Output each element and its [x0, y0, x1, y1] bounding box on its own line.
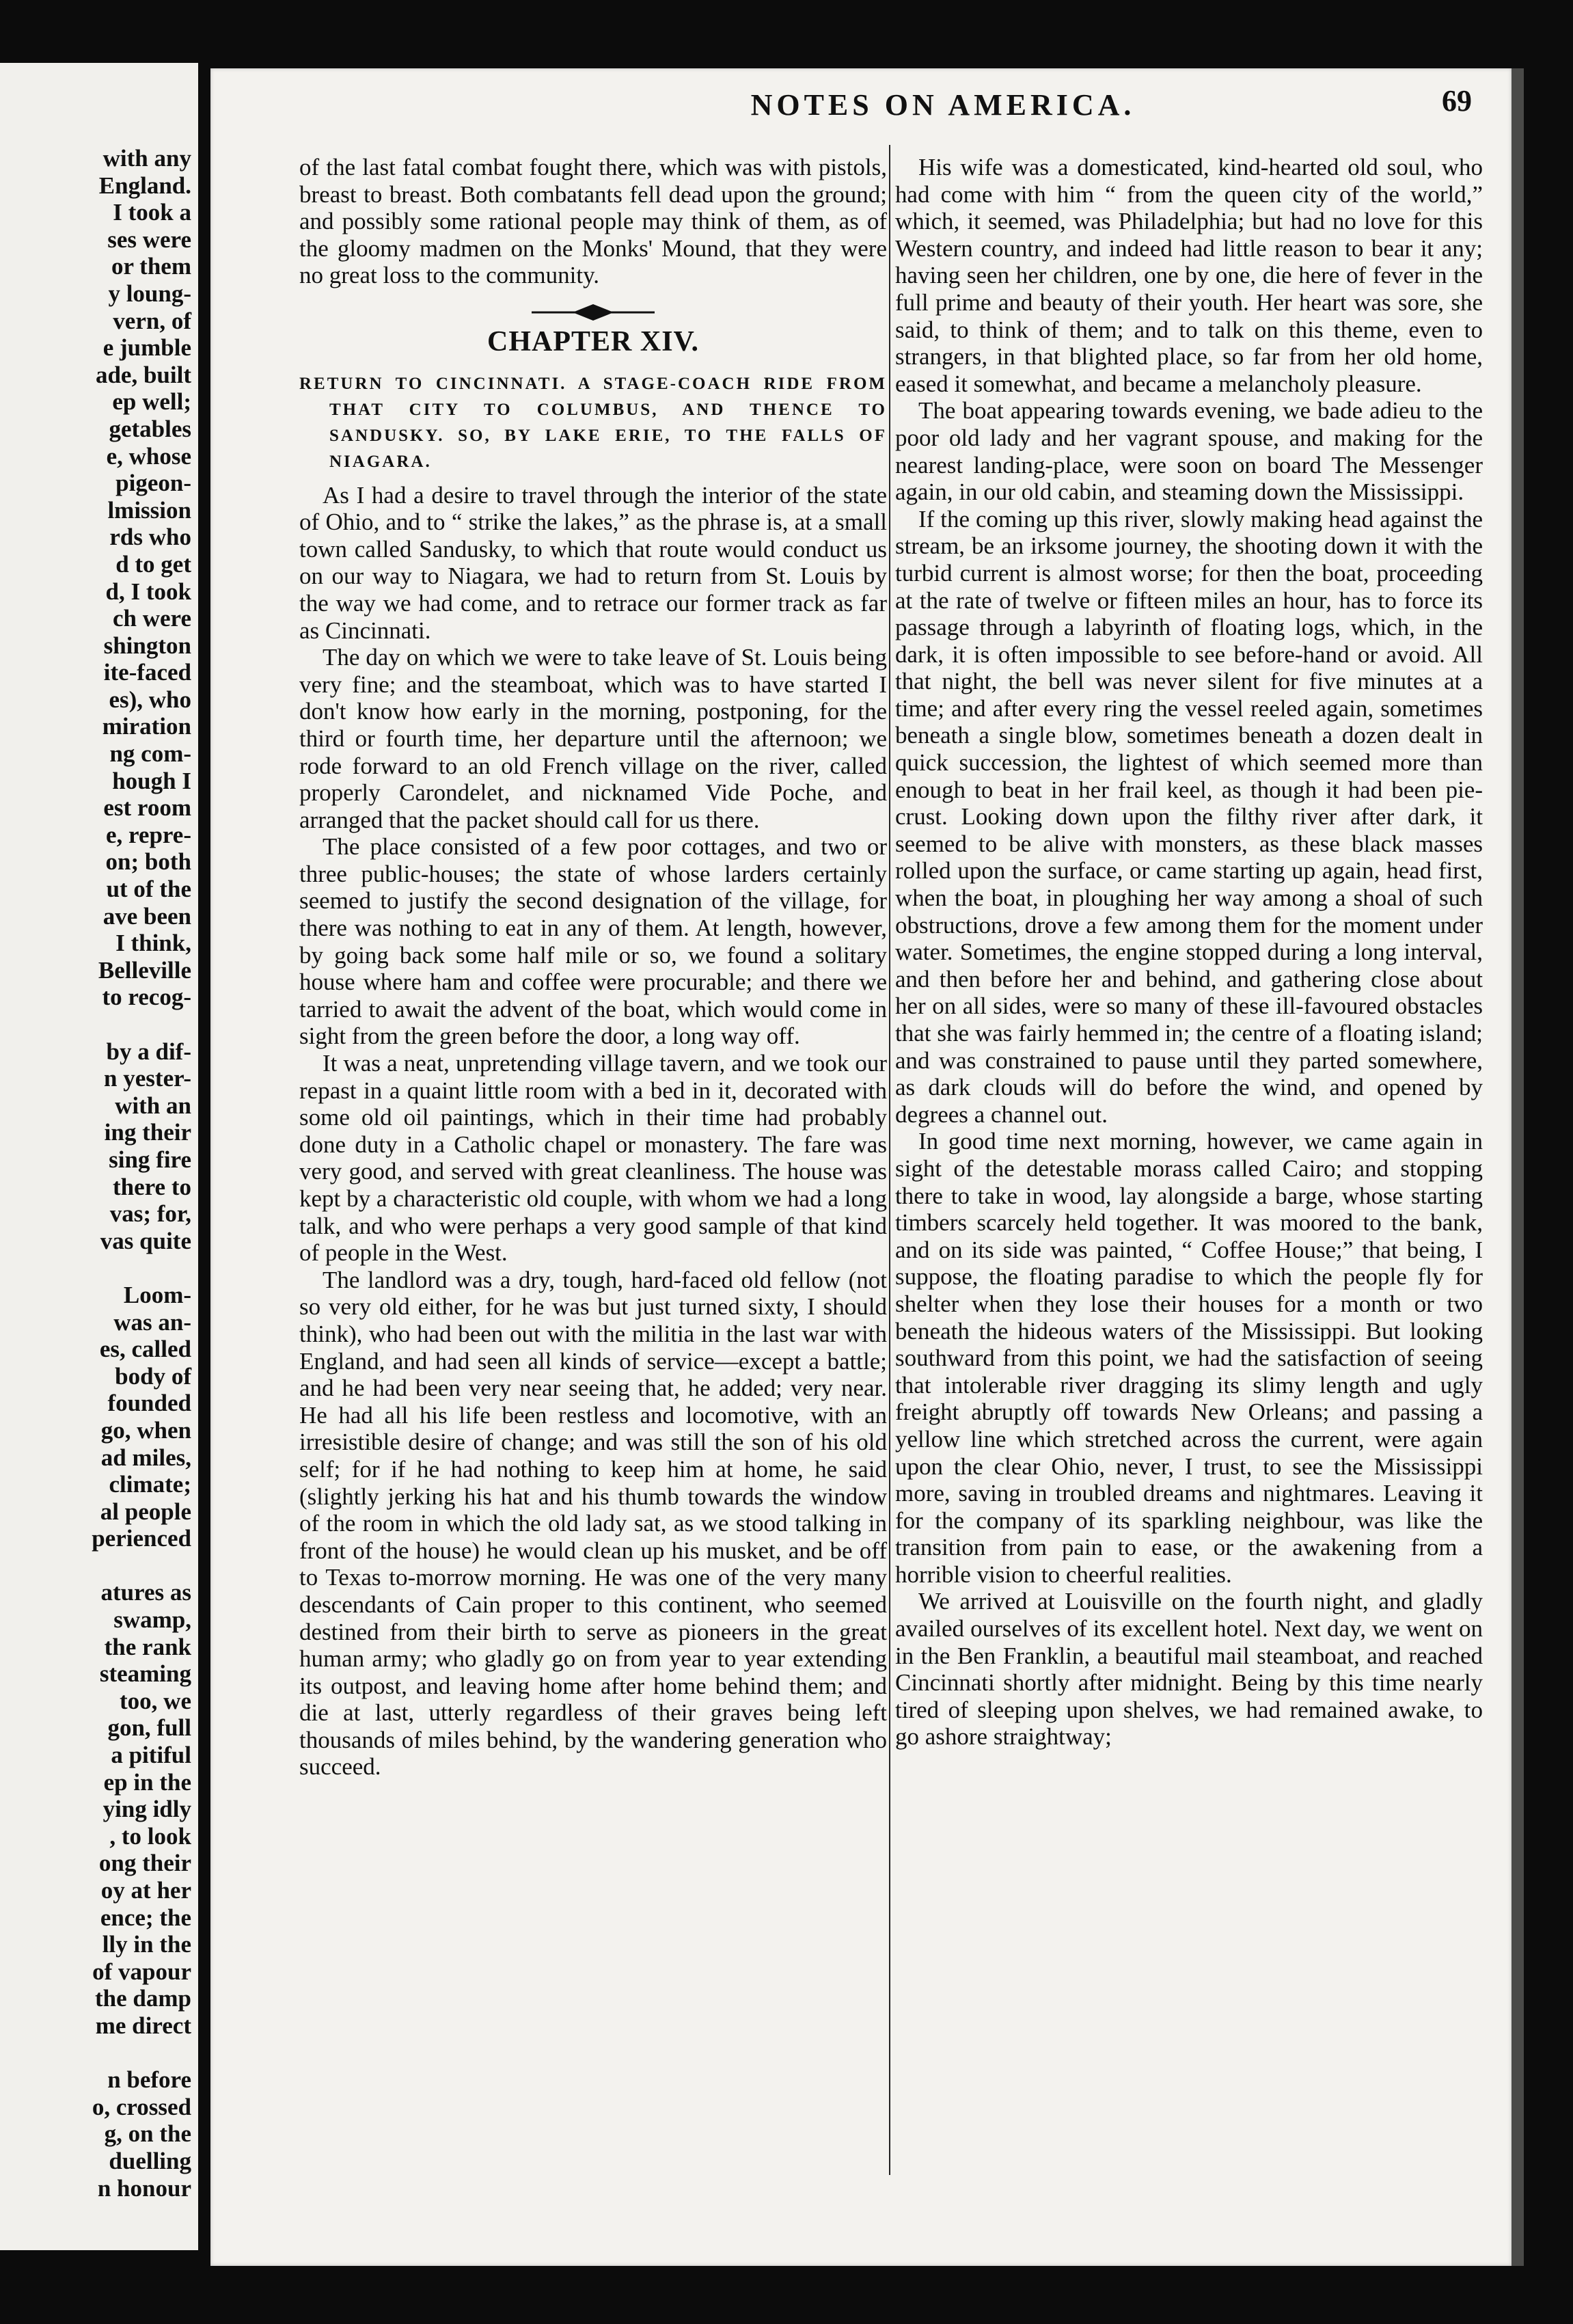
- left-page-line: I think,: [115, 930, 191, 957]
- left-page-line: lmission: [107, 496, 191, 524]
- paragraph: The landlord was a dry, tough, hard-faced old fellow (not so very old either, for he was but just turned sixty, I should think), who had been out with the militia in the last war with England, and had seen all kinds of service—except a battle; and he had been very near seeing that, he added; very near. He had all his life been restless and locomotive, with an irresistible desire of change; and was still the son of his old self; for if he had nothing to keep him at home, he said (slightly jerking his hat and his thumb towards the window of the room in which the old lady sat, as we stood talking in front of the house) he would clean up his musket, and be off to Texas to-morrow morning. He was one of the very many descendants of Cain proper to this continent, who seemed destined from their birth to serve as pioneers in the great human army; who gladly go on from year to year extending its outpost, and leaving home after home behind them; and die at last, utterly regardless of their graves being left thousands of miles behind, by the wandering generation who succeed.: [299, 1266, 887, 1781]
- chapter-ornament-icon: [299, 301, 887, 326]
- left-page-line: ave been: [102, 902, 191, 930]
- left-page-line: go, when: [100, 1416, 191, 1444]
- paragraph: The boat appearing towards evening, we bade adieu to the poor old lady and her vagrant spouse, and making for the nearest landing-place, were soon on board The Messenger again, in our old cabin, and steaming down the Mississippi.: [895, 397, 1483, 506]
- left-page-line: body of: [115, 1362, 191, 1390]
- left-page-line: [7, 1254, 191, 1282]
- left-page-line: e, whose: [106, 442, 191, 470]
- paragraph: We arrived at Louisville on the fourth night, and gladly availed ourselves of its excellent hotel. Next day, we went on in the Ben Franklin, a beautiful mail steamboat, and reached Cincinnati shortly after midnight. Being by this time nearly tired of sleeping upon shelves, we had remained awake, to go ashore straightway;: [895, 1588, 1483, 1751]
- left-page-line: too, we: [120, 1687, 191, 1714]
- left-page-line: d, I took: [105, 578, 191, 605]
- left-page-line: hough I: [112, 767, 191, 794]
- left-page-line: ad miles,: [100, 1444, 191, 1471]
- left-page-line: was an-: [113, 1308, 191, 1336]
- paragraph: As I had a desire to travel through the interior of the state of Ohio, and to “ strike the lakes,” as the phrase is, at a small town called Sandusky, to which that route would conduct us on our way to Niagara, we had to return from St. Louis by the way we had come, and to retrace our former track as far as Cincinnati.: [299, 481, 887, 644]
- left-page-line: by a dif-: [106, 1038, 191, 1065]
- left-page-line: Loom-: [123, 1281, 191, 1308]
- left-page-line: ses were: [107, 226, 191, 253]
- left-page-line: pigeon-: [115, 470, 191, 497]
- page-number: 69: [1442, 84, 1472, 118]
- book-page: [210, 68, 1512, 2266]
- left-page-line: [7, 2040, 191, 2067]
- left-page-line: me direct: [95, 2012, 191, 2039]
- paragraph: The place consisted of a few poor cottages, and two or three public-houses; the state of whose larders certainly seemed to justify the second designation of the village, for there was nothing to eat in any of them. At length, however, by going back some half mile or so, we found a solitary house where ham and coffee were procurable; and there we tarried to await the advent of the boat, which would come in sight from the green before the door, a long way off.: [299, 833, 887, 1050]
- left-page-line: ut of the: [106, 876, 191, 903]
- left-page-line: shington: [103, 632, 191, 659]
- left-page-line: to recog-: [102, 984, 191, 1011]
- left-page-line: duelling: [109, 2147, 191, 2174]
- left-page-line: vas; for,: [109, 1200, 191, 1228]
- left-page-line: d to get: [115, 550, 191, 578]
- left-page-line: on; both: [105, 848, 191, 876]
- left-page-line: [7, 1011, 191, 1038]
- left-page-line: England.: [98, 172, 191, 199]
- paragraph: If the coming up this river, slowly making head against the stream, be an irksome journey, the shooting down it with the turbid current is almost worse; for then the boat, proceeding at the rate of twelve or fifteen miles an hour, has to force its passage through a labyrinth of floating logs, which, in the dark, it is often impossible to see before-hand or avoid. All that night, the bell was never silent for five minutes at a time; and after every ring the vessel reeled again, sometimes beneath a single blow, sometimes beneath a dozen dealt in quick succession, the lightest of which seemed more than enough to beat in her frail keel, as though it had been pie-crust. Looking down upon the filthy river after dark, it seemed to be alive with monsters, as these black masses rolled upon the surface, or came starting up again, head first, when the boat, in ploughing her way among a shoal of such obstructions, drove a few among them for the moment under water. Sometimes, the engine stopped during a long interval, and then before her and behind, and gathering close about her on all sides, were so many of these ill-favoured obstacles that she was fairly hemmed in; the centre of a floating island; and was constrained to pause until they parted somewhere, as dark clouds will do before the wind, and opened by degrees a channel out.: [895, 505, 1483, 1128]
- left-page-line: atures as: [100, 1579, 191, 1606]
- left-page-line: ying idly: [102, 1796, 191, 1823]
- left-page-line: ence; the: [100, 1904, 191, 1931]
- left-page-line: g, on the: [104, 2120, 191, 2148]
- left-page-line: with any: [102, 145, 191, 172]
- left-page-line: gon, full: [107, 1714, 191, 1742]
- left-page-line: ite-faced: [103, 659, 191, 686]
- left-page-line: with an: [115, 1092, 191, 1119]
- left-page-line: o, crossed: [92, 2093, 191, 2120]
- left-page-line: founded: [107, 1390, 191, 1417]
- continuation-paragraph: of the last fatal combat fought there, which was with pistols, breast to breast. Both combatants fell dead upon the ground; and possibly some rational people may think of them, as of the gloomy madmen on the Monks' Mound, that they were no great loss to the community.: [299, 154, 887, 289]
- left-page-line: , to look: [109, 1822, 191, 1850]
- paragraph: The day on which we were to take leave of St. Louis being very fine; and the steamboat, which was to have started I don't know how early in the morning, postponing, for the third or fourth time, her departure until the afternoon; we rode forward to an old French village on the river, called properly Carondelet, and nicknamed Vide Poche, and arranged that the packet should call for us there.: [299, 644, 887, 833]
- left-page-line: steaming: [99, 1660, 191, 1688]
- page-edge: [1512, 68, 1524, 2266]
- left-page-line: there to: [113, 1173, 191, 1200]
- chapter-summary: RETURN TO CINCINNATI. A STAGE-COACH RIDE FROM THAT CITY TO COLUMBUS, AND THENCE TO SANDUSKY. SO, BY LAKE ERIE, TO THE FALLS OF NIAGARA.: [299, 374, 887, 471]
- left-page-line: the rank: [104, 1633, 191, 1660]
- left-page-line: sing fire: [109, 1146, 191, 1173]
- left-page-line: ch were: [113, 605, 191, 632]
- left-column: [299, 154, 887, 1781]
- left-page-line: est room: [103, 794, 191, 822]
- left-page-line: lly in the: [102, 1931, 191, 1958]
- left-page-line: vern, of: [113, 307, 191, 334]
- left-page-line: perienced: [92, 1525, 191, 1552]
- left-page-line: e, repre-: [105, 821, 191, 848]
- paragraph: It was a neat, unpretending village tavern, and we took our repast in a quaint little room with a bed in it, decorated with some old oil paintings, which in their time had probably done duty in a Catholic chapel or monastery. The fare was very good, and served with great cleanliness. The house was kept by a characteristic old couple, with whom we had a long talk, and who were perhaps a very good sample of that kind of people in the West.: [299, 1050, 887, 1267]
- left-page-line: oy at her: [100, 1877, 191, 1904]
- left-page-line: y loung-: [108, 280, 191, 307]
- left-page-line: vas quite: [100, 1227, 191, 1254]
- left-page-line: ing their: [104, 1119, 191, 1146]
- left-page-line: n honour: [97, 2174, 191, 2202]
- left-page-line: climate;: [109, 1471, 191, 1498]
- left-page-line: [7, 1552, 191, 1580]
- left-page-line: of vapour: [92, 1958, 191, 1985]
- left-page-line: n yester-: [104, 1065, 191, 1092]
- left-page-line: getables: [109, 415, 191, 442]
- left-page-line: miration: [102, 713, 191, 740]
- left-page-fragment: [0, 63, 198, 2250]
- left-page-line: e jumble: [102, 334, 191, 362]
- left-page-line: ade, built: [95, 361, 191, 388]
- left-page-line: ep in the: [103, 1768, 191, 1796]
- left-page-line: ong their: [98, 1850, 191, 1877]
- right-column: [895, 154, 1483, 1751]
- left-page-line: ng com-: [109, 740, 191, 768]
- left-page-line: rds who: [109, 524, 191, 551]
- chapter-title: CHAPTER XIV.: [487, 325, 699, 357]
- paragraph: In good time next morning, however, we came again in sight of the detestable morass called Cairo; and stopping there to take in wood, lay alongside a barge, whose starting timbers scarcely held together. It was moored to the bank, and on its side was painted, “ Coffee House;” that being, I suppose, the floating paradise to which the people fly for shelter when they lose their houses for a month or two beneath the hideous waters of the Mississippi. But looking southward from this point, we had the satisfaction of seeing that intolerable river dragging its slimy length and ugly freight abruptly off towards New Orleans; and passing a yellow line which stretched across the current, were again upon the clear Ohio, never, I trust, to see the Mississippi more, saving in troubled dreams and nightmares. Leaving it for the company of its sparkling neighbour, was like the transition from pain to ease, or the awakening from a horrible vision to cheerful realities.: [895, 1128, 1483, 1588]
- left-page-line: the damp: [95, 1985, 191, 2012]
- left-page-line: I took a: [113, 199, 191, 226]
- running-title: NOTES ON AMERICA.: [750, 88, 1136, 122]
- left-page-text: [7, 145, 191, 2202]
- left-page-line: Belleville: [98, 956, 191, 984]
- left-page-line: a pitiful: [111, 1742, 191, 1769]
- left-page-line: al people: [100, 1498, 191, 1525]
- left-page-line: swamp,: [113, 1606, 191, 1634]
- left-page-line: es), who: [109, 686, 191, 713]
- left-page-line: ep well;: [112, 388, 191, 416]
- column-divider: [889, 145, 890, 2175]
- left-page-line: or them: [111, 253, 191, 280]
- paragraph: His wife was a domesticated, kind-hearted old soul, who had come with him “ from the queen city of the world,” which, it seemed, was Philadelphia; but had no love for this Western country, and indeed had little reason to bear it any; having seen her children, one by one, die here of fever in the full prime and beauty of their youth. Her heart was sore, she said, to think of them; and to talk on this theme, even to strangers, in that blighted place, so far from her old home, eased it somewhat, and became a melancholy pleasure.: [895, 154, 1483, 397]
- left-page-line: n before: [107, 2066, 191, 2094]
- left-page-line: es, called: [99, 1336, 191, 1363]
